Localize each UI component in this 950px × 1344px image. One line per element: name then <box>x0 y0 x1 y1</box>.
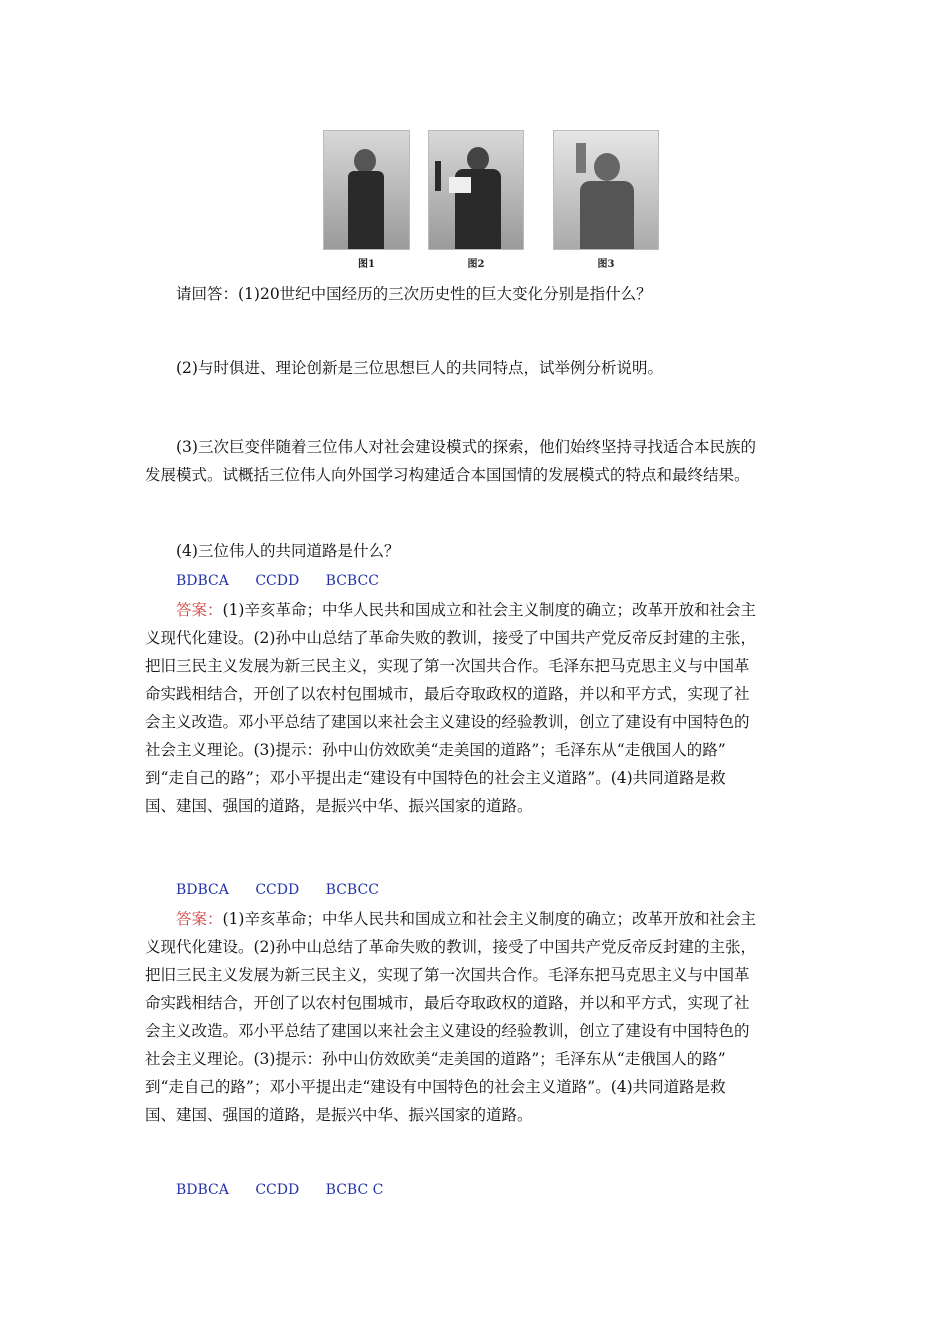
figure-3 <box>553 130 659 270</box>
question-4: (4)三位伟人的共同道路是什么？ <box>176 542 400 560</box>
answer-line: 国、建国、强国的道路，是振兴中华、振兴国家的道路。 <box>145 797 533 815</box>
figure-2-photo <box>428 130 524 250</box>
answer-line <box>176 596 841 624</box>
question-2: (2)与时俱进、理论创新是三位思想巨人的共同特点，试举例分析说明。 <box>176 359 663 377</box>
question-1: 请回答：(1)20世纪中国经历的三次历史性的巨大变化分别是指什么？ <box>176 285 652 303</box>
answer-code: BCBCC <box>325 882 379 898</box>
answer-line: 到“走自己的路”；邓小平提出走“建设有中国特色的社会主义道路”。(4)共同道路是救 <box>145 1078 726 1096</box>
figure-3-caption: 图3 <box>597 259 615 270</box>
answer-code: CCDD <box>255 1182 300 1198</box>
answer-code: BDBCA <box>176 1182 229 1198</box>
answer-code: CCDD <box>255 573 300 589</box>
figure-2-caption: 图2 <box>467 259 485 270</box>
figure-2 <box>428 130 524 270</box>
figure-1-caption: 图1 <box>358 259 375 270</box>
figure-1 <box>323 130 410 270</box>
answer-line: 义现代化建设。(2)孙中山总结了革命失败的教训，接受了中国共产党反帝反封建的主张， <box>145 629 756 647</box>
answer-line: 把旧三民主义发展为新三民主义，实现了第一次国共合作。毛泽东把马克思主义与中国革 <box>145 657 750 675</box>
answer-line: 会主义改造。邓小平总结了建国以来社会主义建设的经验教训，创立了建设有中国特色的 <box>145 1022 750 1040</box>
answer-codes <box>176 567 841 595</box>
answer-line: 把旧三民主义发展为新三民主义，实现了第一次国共合作。毛泽东把马克思主义与中国革 <box>145 966 750 984</box>
question-3-line-2: 发展模式。试概括三位伟人向外国学习构建适合本国国情的发展模式的特点和最终结果。 <box>145 466 750 484</box>
answer-text: (1)辛亥革命；中华人民共和国成立和社会主义制度的确立；改革开放和社会主 <box>222 910 756 928</box>
answer-line: 到“走自己的路”；邓小平提出走“建设有中国特色的社会主义道路”。(4)共同道路是救 <box>145 769 726 787</box>
answer-code: BCBCC <box>325 573 379 589</box>
answer-text: (1)辛亥革命；中华人民共和国成立和社会主义制度的确立；改革开放和社会主 <box>222 601 756 619</box>
figure-3-photo <box>553 130 659 250</box>
final-answer-codes <box>176 1176 841 1204</box>
answer-label: 答案： <box>176 910 223 928</box>
answer-line: 社会主义理论。(3)提示：孙中山仿效欧美“走美国的道路”；毛泽东从“走俄国人的路” <box>145 741 726 759</box>
answer-line <box>176 905 841 933</box>
answer-line: 命实践相结合，开创了以农村包围城市，最后夺取政权的道路，并以和平方式，实现了社 <box>145 685 750 703</box>
answer-label: 答案： <box>176 601 223 619</box>
answer-code: BDBCA <box>176 882 229 898</box>
answer-code: BDBCA <box>176 573 229 589</box>
answer-line: 义现代化建设。(2)孙中山总结了革命失败的教训，接受了中国共产党反帝反封建的主张， <box>145 938 756 956</box>
answer-codes <box>176 876 841 904</box>
answer-line: 社会主义理论。(3)提示：孙中山仿效欧美“走美国的道路”；毛泽东从“走俄国人的路” <box>145 1050 726 1068</box>
answer-line: 国、建国、强国的道路，是振兴中华、振兴国家的道路。 <box>145 1106 533 1124</box>
figure-1-photo <box>323 130 410 250</box>
answer-line: 命实践相结合，开创了以农村包围城市，最后夺取政权的道路，并以和平方式，实现了社 <box>145 994 750 1012</box>
question-3-line-1: (3)三次巨变伴随着三位伟人对社会建设模式的探索，他们始终坚持寻找适合本民族的 <box>176 438 756 456</box>
answer-code: BCBC C <box>325 1182 384 1198</box>
answer-code: CCDD <box>255 882 300 898</box>
answer-line: 会主义改造。邓小平总结了建国以来社会主义建设的经验教训，创立了建设有中国特色的 <box>145 713 750 731</box>
